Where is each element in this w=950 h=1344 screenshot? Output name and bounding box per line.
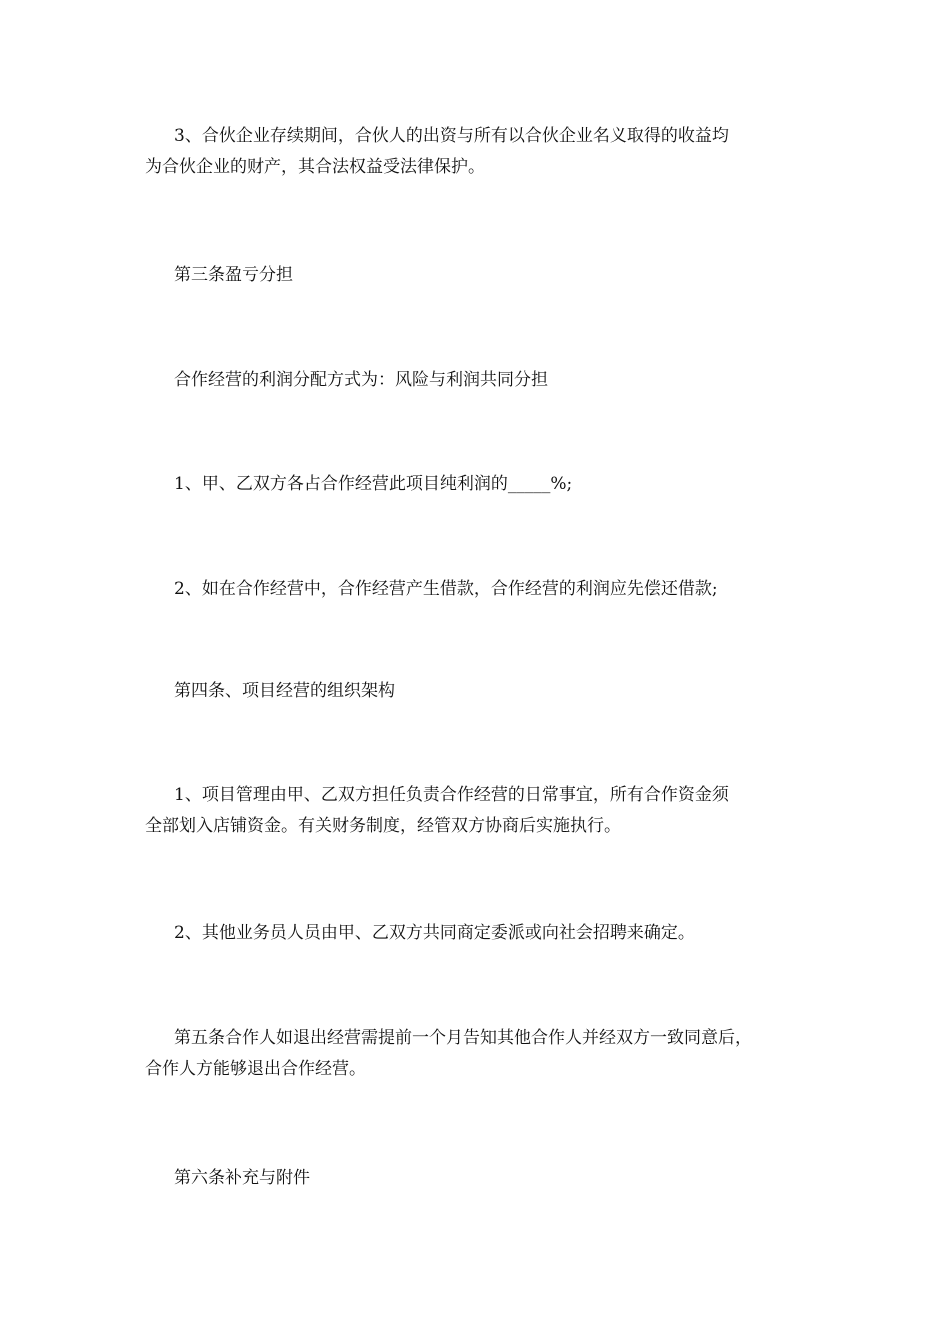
paragraph-line: 2、如在合作经营中，合作经营产生借款，合作经营的利润应先偿还借款; [174, 579, 718, 599]
paragraph-line: 3、合伙企业存续期间，合伙人的出资与所有以合伙企业名义取得的收益均 [174, 126, 729, 146]
heading-text: 第四条、项目经营的组织架构 [174, 681, 395, 701]
paragraph-profit-share [145, 469, 815, 500]
paragraph-line: 全部划入店铺资金。有关财务制度，经管双方协商后实施执行。 [145, 816, 621, 836]
paragraph-line: 合作经营的利润分配方式为：风险与利润共同分担 [174, 370, 548, 390]
paragraph-partnership-property [145, 121, 815, 183]
paragraph-line: 2、其他业务员人员由甲、乙双方共同商定委派或向社会招聘来确定。 [174, 923, 695, 943]
paragraph-line: 合作人方能够退出合作经营。 [145, 1059, 366, 1079]
heading-text: 第六条补充与附件 [174, 1168, 310, 1188]
paragraph-loan-repayment [145, 574, 815, 605]
heading-text: 第三条盈亏分担 [174, 265, 293, 285]
heading-article-6 [145, 1163, 815, 1194]
paragraph-line: 第五条合作人如退出经营需提前一个月告知其他合作人并经双方一致同意后， [174, 1028, 752, 1048]
paragraph-article-5-withdrawal [145, 1023, 815, 1085]
paragraph-staff-appointment [145, 918, 815, 949]
heading-article-4 [145, 676, 815, 707]
heading-article-3 [145, 260, 815, 291]
paragraph-project-management [145, 780, 815, 842]
paragraph-line: 1、项目管理由甲、乙双方担任负责合作经营的日常事宜，所有合作资金须 [174, 785, 729, 805]
paragraph-line: 1、甲、乙双方各占合作经营此项目纯利润的_____%; [174, 474, 573, 494]
paragraph-profit-distribution [145, 365, 815, 396]
paragraph-line: 为合伙企业的财产，其合法权益受法律保护。 [145, 157, 485, 177]
